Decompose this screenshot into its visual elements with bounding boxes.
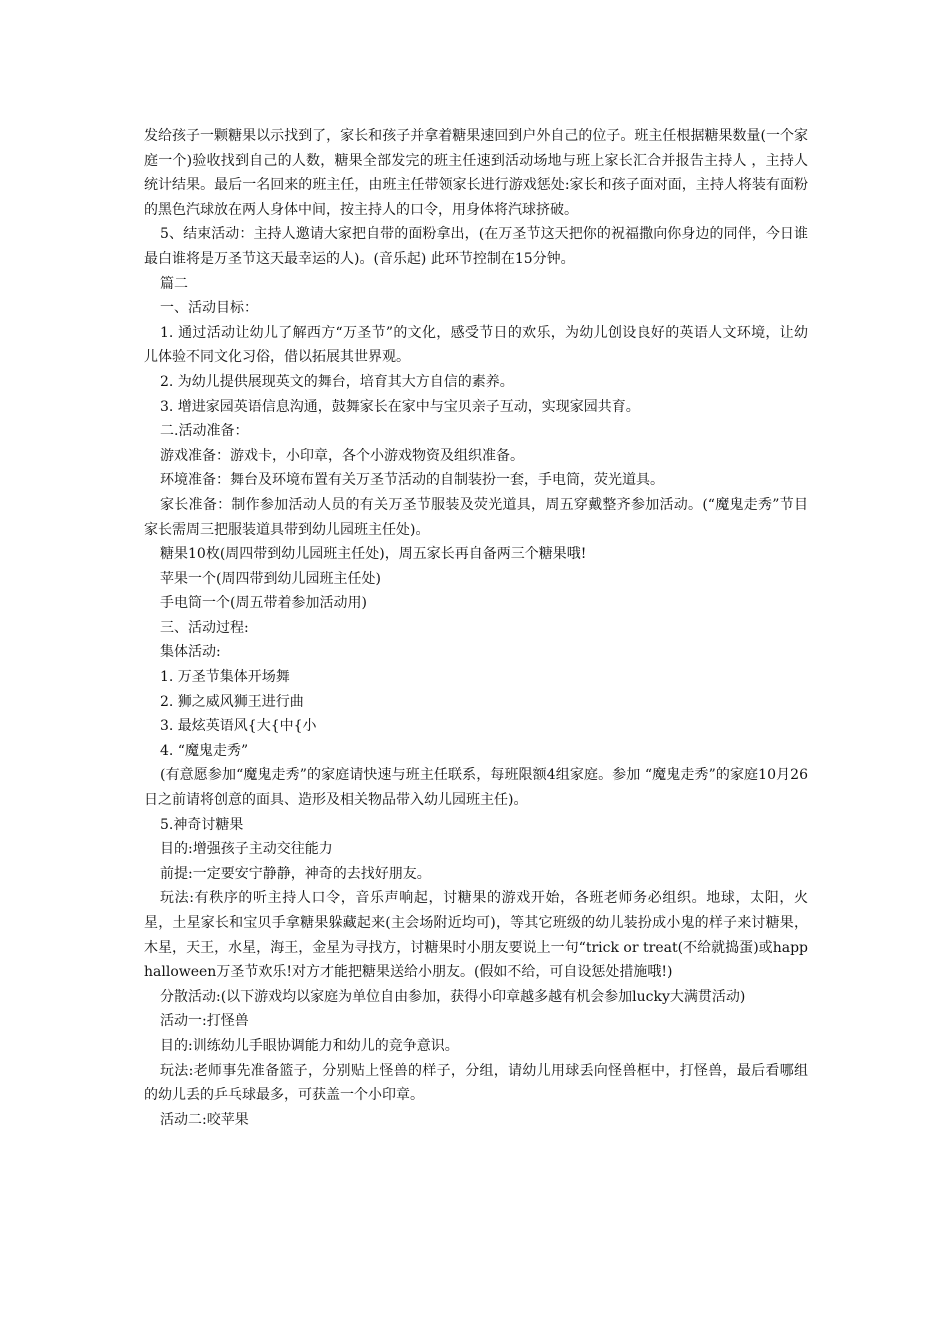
paragraph: 篇二 — [160, 275, 188, 292]
paragraph: 2. 为幼儿提供展现英文的舞台，培育其大方自信的素养。 — [160, 373, 514, 390]
paragraph: 手电筒一个(周五带着参加活动用) — [160, 595, 367, 612]
paragraph: 活动二:咬苹果 — [160, 1111, 249, 1128]
paragraph: 环境准备：舞台及环境布置有关万圣节活动的自制装扮一套，手电筒，荧光道具。 — [160, 472, 664, 489]
paragraph: 1. 通过活动让幼儿了解西方“万圣节”的文化，感受节日的欢乐，为幼儿创设良好的英语人文环境，让幼儿体验不同文化习俗，借以拓展其世界观。 — [144, 324, 808, 366]
paragraph: 目的:增强孩子主动交往能力 — [160, 841, 333, 858]
paragraph: 玩法:有秩序的听主持人口令，音乐声响起，讨糖果的游戏开始，各班老师务必组织。地球，太阳，火星，土星家长和宝贝手拿糖果躲藏起来(主会场附近均可)，等其它班级的幼儿装扮成小鬼的样子来讨糖果，木星，天王，水星，海王，金星为寻找方，讨糖果时小朋友要说上一句“trick or treat(不给就捣蛋)或happhalloween万圣节欢乐!对方才能把糖果送给小朋友。(假如不给，可自设惩处措施哦!) — [144, 890, 808, 981]
paragraph: 一、活动目标： — [160, 300, 258, 317]
paragraph: 家长准备：制作参加活动人员的有关万圣节服装及荧光道具，周五穿戴整齐参加活动。(“魔鬼走秀”节目家长需周三把服装道具带到幼儿园班主任处)。 — [144, 496, 808, 538]
paragraph: 发给孩子一颗糖果以示找到了，家长和孩子并拿着糖果速回到户外自己的位子。班主任根据糖果数量(一个家庭一个)验收找到自己的人数，糖果全部发完的班主任速到活动场地与班上家长汇合并报告主持人 ，主持人统计结果。最后一名回来的班主任，由班主任带领家长进行游戏惩处:家长和孩子面对面，主持人将装有面粉的黑色汽球放在两人身体中间，按主持人的口令，用身体将汽球挤破。 — [144, 128, 808, 218]
paragraph: 4. “魔鬼走秀” — [160, 742, 249, 759]
paragraph: 活动一:打怪兽 — [160, 1013, 249, 1030]
paragraph: 游戏准备：游戏卡，小印章，各个小游戏物资及组织准备。 — [160, 447, 524, 464]
paragraph: 5、结束活动：主持人邀请大家把自带的面粉拿出，(在万圣节这天把你的祝福撒向你身边的同伴，今日谁最白谁将是万圣节这天最幸运的人)。(音乐起) 此环节控制在15分钟。 — [144, 226, 808, 267]
paragraph: 2. 狮之威风狮王进行曲 — [160, 693, 304, 710]
paragraph: 分散活动:(以下游戏均以家庭为单位自由参加，获得小印章越多越有机会参加lucky大满贯活动) — [160, 988, 746, 1005]
paragraph: 二.活动准备： — [160, 423, 249, 440]
paragraph: 前提:一定要安宁静静，神奇的去找好朋友。 — [160, 865, 431, 882]
paragraph: 集体活动: — [160, 644, 221, 661]
paragraph: 3. 增进家园英语信息沟通，鼓舞家长在家中与宝贝亲子互动，实现家园共育。 — [160, 398, 640, 415]
paragraph: 玩法:老师事先准备篮子，分别贴上怪兽的样子，分组，请幼儿用球丢向怪兽框中，打怪兽，最后看哪组的幼儿丢的乒乓球最多，可获盖一个小印章。 — [144, 1062, 808, 1104]
paragraph: 3. 最炫英语风{大{中{小 — [160, 718, 317, 735]
paragraph: 三、活动过程: — [160, 619, 249, 636]
document-page — [144, 124, 808, 1132]
paragraph: 5.神奇讨糖果 — [160, 816, 244, 833]
paragraph: 糖果10枚(周四带到幼儿园班主任处)，周五家长再自备两三个糖果哦! — [160, 546, 587, 563]
paragraph: 1. 万圣节集体开场舞 — [160, 669, 290, 686]
paragraph: 苹果一个(周四带到幼儿园班主任处) — [160, 570, 381, 587]
paragraph: 目的:训练幼儿手眼协调能力和幼儿的竞争意识。 — [160, 1037, 459, 1054]
paragraph: (有意愿参加“魔鬼走秀”的家庭请快速与班主任联系，每班限额4组家庭。参加 “魔鬼走秀”的家庭10月26日之前请将创意的面具、造形及相关物品带入幼儿园班主任)。 — [144, 767, 808, 809]
